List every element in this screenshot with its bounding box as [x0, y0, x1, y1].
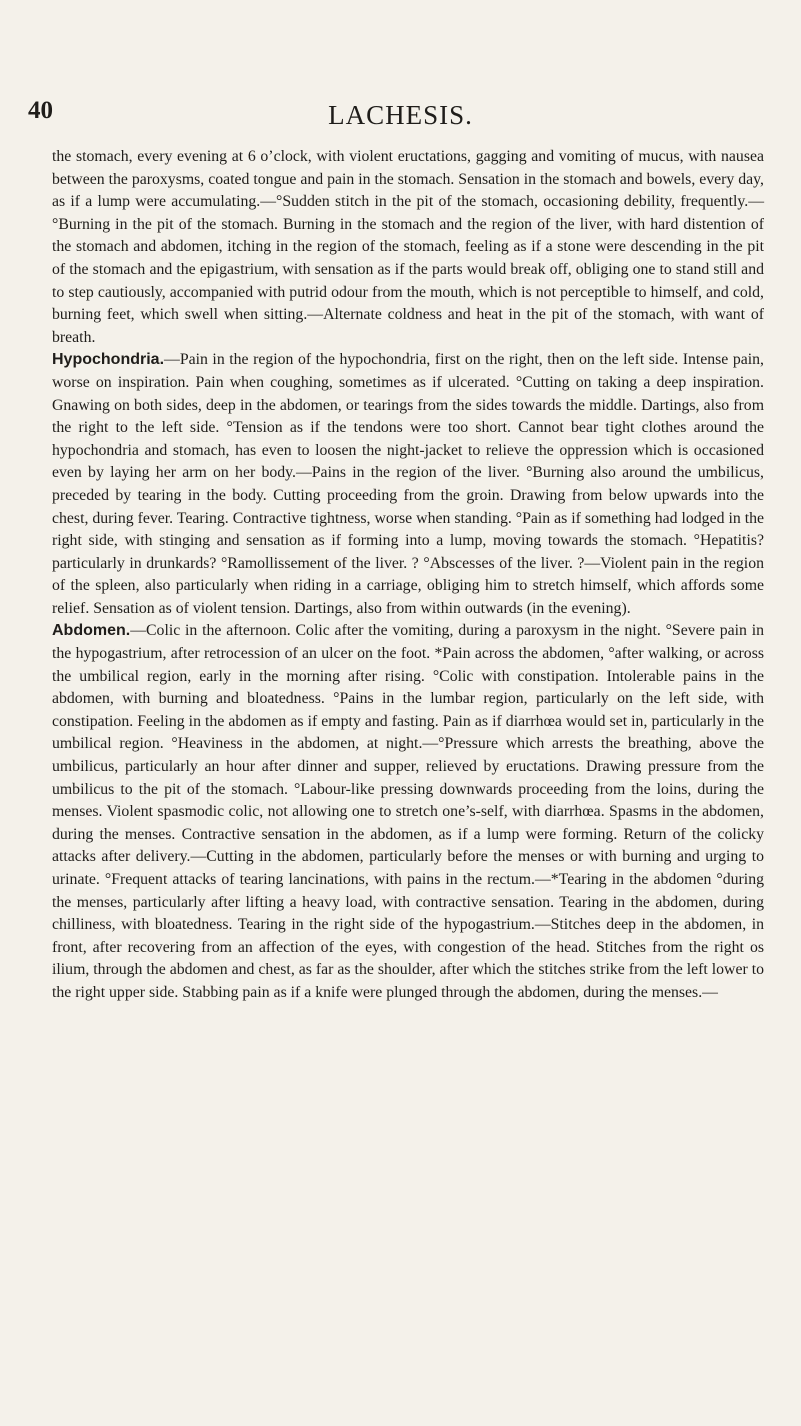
body-text: [52, 146, 764, 1005]
paragraph-text: the stomach, every evening at 6 o’clock, with violent eructations, gagging and vomiting of mucus, with nausea between the paroxysms, coated tongue and pain in the stomach. Sensation in the stomach and bowels, every day, as if a lump were accumulating.—°Sudden stitch in the pit of the stomach, occasioning debility, frequently.—°Burning in the pit of the stomach. Burning in the stomach and the region of the liver, with hard distention of the stomach and abdomen, itching in the region of the stomach, feeling as if a stone were descending in the pit of the stomach and the epigastrium, with sensation as if the parts would break off, obliging one to stand still and to step cautiously, accompanied with putrid odour from the mouth, which is not perceptible to himself, and cold, burning feet, which swell when sitting.—Alternate coldness and heat in the pit of the stomach, with want of breath.: [52, 148, 764, 346]
section-heading-abdomen: Abdomen.: [52, 622, 131, 640]
paragraph-stomach: [52, 146, 764, 349]
paragraph-hypochondria: [52, 349, 764, 620]
paragraph-abdomen: [52, 620, 764, 1004]
section-heading-hypochondria: Hypochondria.: [52, 351, 165, 369]
page-number: 40: [28, 97, 53, 124]
running-head: LACHESIS.: [328, 100, 473, 130]
paragraph-text: —Colic in the afternoon. Colic after the vomiting, during a paroxysm in the night. °Severe pain in the hypogastrium, after retrocession of an ulcer on the foot. *Pain across the abdomen, °after walking, or across the umbilical region, early in the morning after rising. °Colic with constipation. Intolerable pains in the abdomen, with burning and bloatedness. °Pains in the lumbar region, particularly on the left side, with constipation. Feeling in the abdomen as if empty and fasting. Pain as if diarrhœa would set in, particularly in the umbilical region. °Heaviness in the abdomen, at night.—°Pressure which arrests the breathing, above the umbilicus, particularly an hour after dinner and supper, relieved by eructations. Drawing pressure from the umbilicus to the pit of the stomach. °Labour-like pressing downwards proceeding from the loins, during the menses. Violent spasmodic colic, not allowing one to stretch one’s-self, with diarrhœa. Spasms in the abdomen, during the menses. Contractive sensation in the abdomen, as if a lump were forming. Return of the colicky attacks after delivery.—Cutting in the abdomen, particularly before the menses or with burning and urging to urinate. °Frequent attacks of tearing lancinations, with pains in the rectum.—*Tearing in the abdomen °during the menses, particularly after lifting a heavy load, with contractive sensation. Tearing in the abdomen, during chilliness, with bloatedness. Tearing in the right side of the hypogastrium.—Stitches deep in the abdomen, in front, after recovering from an affection of the eyes, with congestion of the head. Stitches from the right os ilium, through the abdomen and chest, as far as the shoulder, after which the stitches strike from the left lower to the right upper side. Stabbing pain as if a knife were plunged through the abdomen, during the menses.—: [52, 622, 764, 1001]
paragraph-text: —Pain in the region of the hypochondria, first on the right, then on the left side. Intense pain, worse on inspiration. Pain when coughing, sometimes as if ulcerated. °Cutting on taking a deep inspiration. Gnawing on both sides, deep in the abdomen, or tearings from the sides towards the middle. Dartings, also from the right to the left side. °Tension as if the tendons were too short. Cannot bear tight clothes around the hypochondria and stomach, has even to loosen the night-jacket to relieve the oppression which is occasioned even by laying her arm on her body.—Pains in the region of the liver. °Burning also around the umbilicus, preceded by tearing in the body. Cutting proceeding from the groin. Drawing from below upwards into the chest, during fever. Tearing. Contractive tightness, worse when standing. °Pain as if something had lodged in the right side, with stinging and sensation as if forming into a lump, moving towards the stomach. °Hepatitis? particularly in drunkards? °Ramollissement of the liver. ? °Abscesses of the liver. ?—Violent pain in the region of the spleen, also particularly when riding in a carriage, obliging him to stretch himself, which affords some relief. Sensation as of violent tension. Dartings, also from within outwards (in the evening).: [52, 351, 764, 617]
